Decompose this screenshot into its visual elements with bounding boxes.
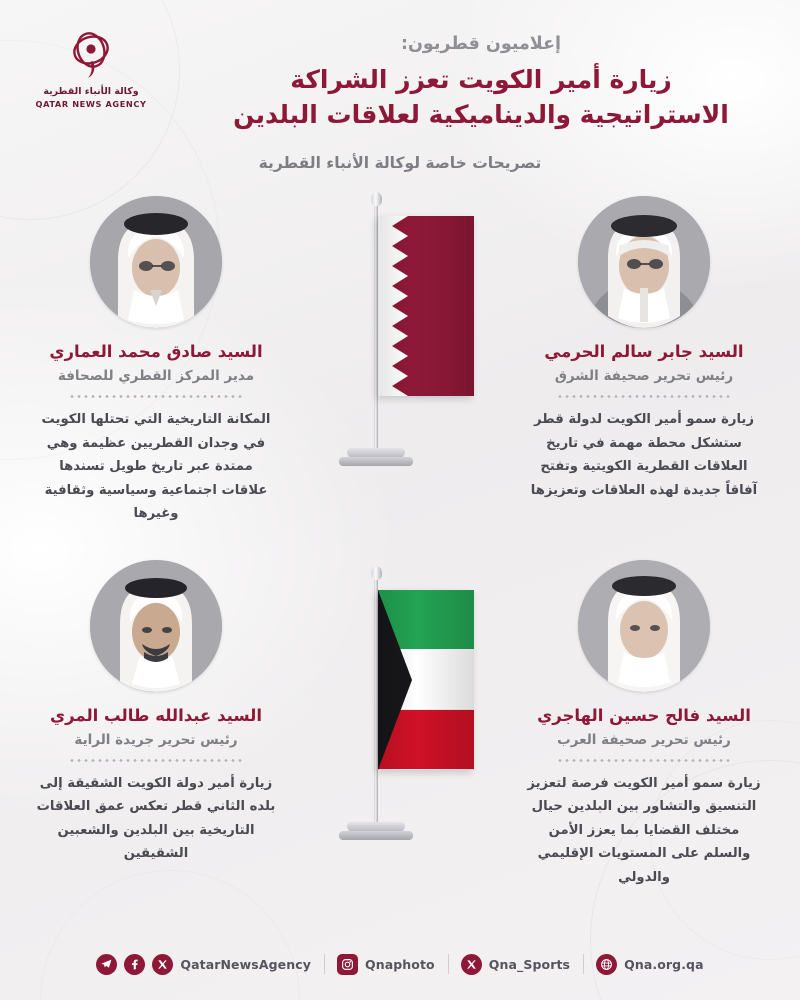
x-icon[interactable]	[461, 954, 482, 975]
person-quote: زيارة سمو أمير الكويت لدولة قطر ستشكل محطة مهمة في تاريخ العلاقات القطرية الكويتية وتفتح آفاقاً جديدة لهذه العلاقات وتعزيزها	[530, 412, 758, 498]
logo-label-ar: وكالة الأنباء القطرية	[43, 86, 139, 97]
flag-pole-finial	[371, 566, 382, 580]
person-role: رئيس تحرير صحيفة العرب	[557, 731, 731, 748]
avatar	[90, 560, 222, 692]
subheading: تصريحات خاصة لوكالة الأنباء القطرية	[258, 154, 542, 172]
person-quote: زيارة أمير دولة الكويت الشقيقة إلى بلده الثاني قطر تعكس عمق العلاقات التاريخية بين البلدين والشعبين الشقيقين	[36, 775, 276, 861]
social-group-website	[583, 954, 717, 975]
qna-logo	[30, 28, 152, 109]
person-role: مدير المركز القطري للصحافة	[57, 368, 255, 384]
header	[0, 0, 800, 132]
kuwait-flag	[325, 560, 475, 860]
quote-card-al-amari	[0, 186, 312, 526]
logo-label-en: QATAR NEWS AGENCY	[35, 99, 147, 109]
flags-column	[312, 186, 488, 526]
person-quote: زيارة سمو أمير الكويت فرصة لتعزيز التنسيق والتشاور بين البلدين حيال مختلف القضايا بما يعزز الأمن والسلم على المستويات الإقليمي والدولي	[527, 775, 761, 885]
social-handle[interactable]: Qna.org.qa	[624, 956, 704, 972]
quotes-grid	[0, 186, 800, 889]
kicker: إعلاميون قطريون:	[400, 34, 562, 54]
social-handle[interactable]: Qna_Sports	[488, 956, 571, 972]
person-name: السيد فالح حسين الهاجري	[537, 705, 751, 725]
telegram-icon[interactable]	[96, 954, 117, 975]
divider-dotted	[556, 395, 732, 398]
qatar-flag-cloth	[378, 216, 474, 396]
avatar	[578, 196, 710, 328]
instagram-icon[interactable]	[337, 954, 358, 975]
person-name: السيد جابر سالم الحرمي	[544, 342, 744, 361]
x-icon[interactable]	[152, 954, 173, 975]
flag-pole-finial	[371, 192, 382, 206]
divider-dotted	[68, 759, 244, 762]
person-name: السيد عبدالله طالب المري	[50, 705, 262, 725]
quote-card-al-harmi	[488, 186, 800, 526]
page-title: زيارة أمير الكويت تعزز الشراكة الاستراتيجية والديناميكية لعلاقات البلدين	[233, 65, 729, 129]
kuwait-flag-cloth	[378, 590, 474, 770]
divider-dotted	[556, 759, 732, 762]
person-role: رئيس تحرير جريدة الراية	[74, 731, 238, 748]
qna-logo-icon	[63, 30, 119, 80]
avatar	[90, 196, 222, 328]
flags-column	[312, 526, 488, 890]
social-group-sports	[448, 954, 583, 975]
facebook-icon[interactable]	[124, 954, 145, 975]
globe-icon[interactable]	[596, 954, 617, 975]
quote-card-al-marri	[0, 526, 312, 890]
person-quote: المكانة التاريخية التي تحتلها الكويت في وجدان القطريين عظيمة وهي ممتدة عبر تاريخ طويل تسندها علاقات اجتماعية وسياسية وثقافية وغيرها	[41, 412, 271, 521]
flag-base-plate	[339, 457, 413, 466]
avatar	[578, 560, 710, 692]
person-role: رئيس تحرير صحيفة الشرق	[554, 368, 734, 384]
social-group-main	[83, 954, 324, 975]
footer-social-bar	[0, 928, 800, 1000]
header-text-block	[152, 28, 770, 132]
social-group-instagram	[324, 954, 448, 975]
flag-base-plate	[339, 831, 413, 840]
social-handle[interactable]: Qnaphoto	[364, 956, 435, 972]
divider-dotted	[68, 395, 244, 398]
qatar-flag	[325, 186, 475, 486]
quote-card-al-hajri	[488, 526, 800, 890]
social-handle[interactable]: QatarNewsAgency	[180, 956, 311, 972]
person-name: السيد صادق محمد العماري	[49, 342, 263, 361]
